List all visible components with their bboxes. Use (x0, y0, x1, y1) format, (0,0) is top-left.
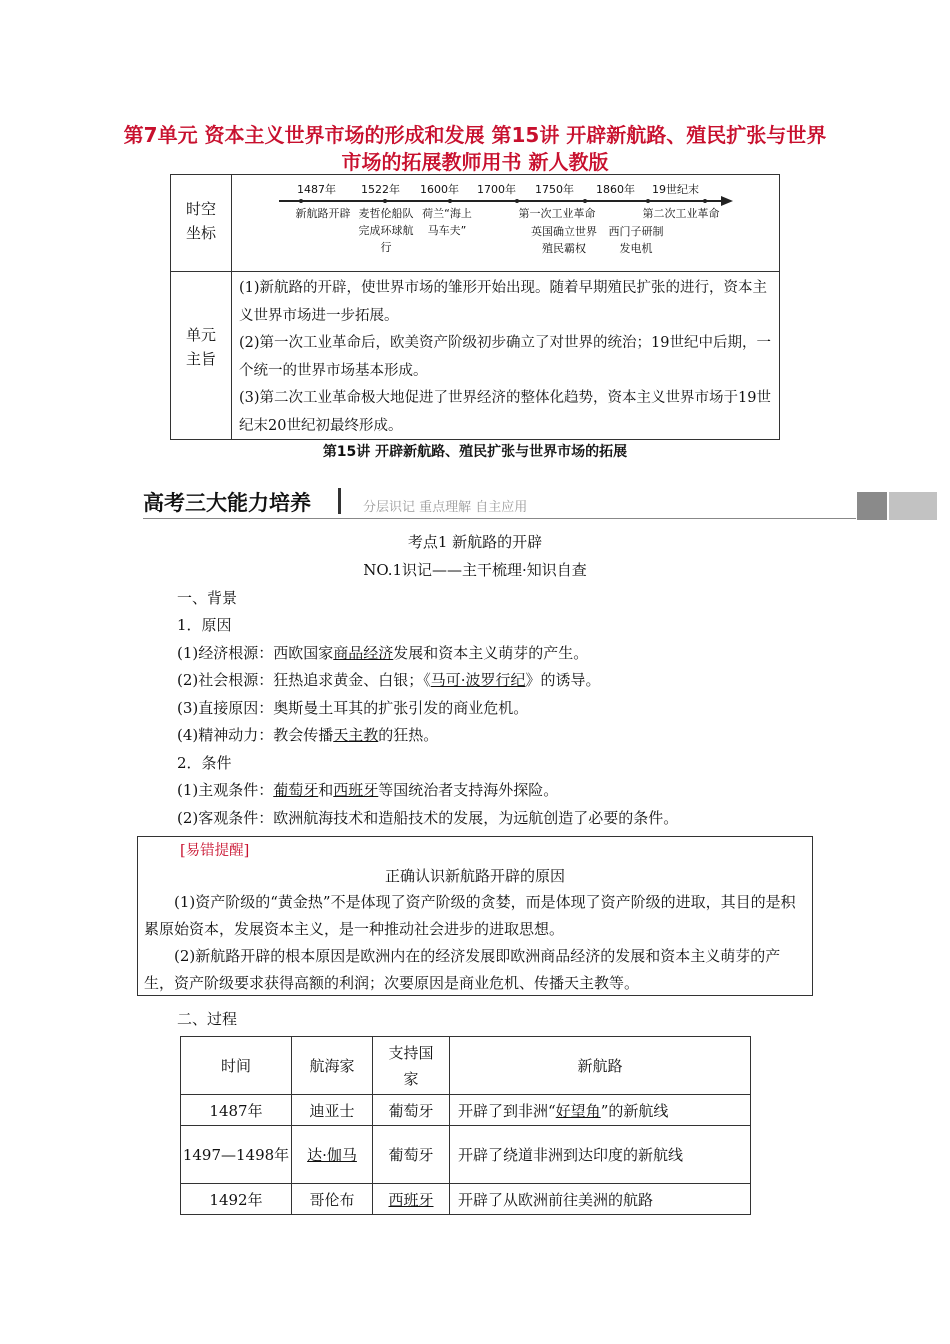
header-cell: 新航路 (450, 1037, 751, 1095)
reason-item: (3)直接原因：奥斯曼土耳其的扩张引发的商业危机。 (177, 699, 529, 717)
cell-time: 1492年 (181, 1184, 292, 1215)
condition-item (177, 779, 558, 800)
lecture-subtitle: 第15讲 开辟新航路、殖民扩张与世界市场的拓展 (322, 444, 628, 460)
header-cell-text: 支持国家 (388, 1043, 434, 1088)
table-row (181, 1095, 751, 1126)
condition-heading: 2．条件 (177, 754, 232, 772)
cell-navigator: 迪亚士 (292, 1095, 373, 1126)
warning-tag: [易错提醒] (180, 843, 250, 859)
header-cell (373, 1037, 450, 1095)
timeline-event: 西门子研制发电机 (608, 225, 664, 255)
banner-block-dark (857, 492, 887, 520)
no1-heading: NO.1识记——主干梳理·知识自查 (363, 561, 587, 579)
fill-blank: 马可·波罗行纪 (430, 671, 526, 689)
cell-route: 开辟了从欧洲前往美洲的航路 (450, 1184, 751, 1215)
timeline-event: 第二次工业革命 (642, 207, 720, 220)
route-table (180, 1036, 751, 1215)
timeline-label-text: 时空坐标 (185, 200, 216, 242)
warning-paragraph: (2)新航路开辟的根本原因是欧洲内在的经济发展即欧洲商品经济的发展和资本主义萌芽的产生，资产阶级要求获得高额的利润；次要原因是商业危机、传播天主教等。 (144, 947, 781, 992)
fill-blank: 达·伽马 (307, 1145, 357, 1164)
warning-body (144, 889, 806, 997)
warning-heading: 正确认识新航路开辟的原因 (384, 867, 565, 885)
unit-overview-table (170, 174, 780, 440)
text: (1)经济根源：西欧国家 (177, 644, 334, 662)
theme-item: (3)第二次工业革命极大地促进了世界经济的整体化趋势，资本主义世界市场于19世纪末20世纪初最终形成。 (239, 390, 771, 434)
section-heading-background: 一、背景 (177, 589, 238, 607)
timeline-event: 新航路开辟 (295, 207, 351, 220)
text: (4)精神动力：教会传播 (177, 726, 334, 744)
banner-rule (143, 518, 856, 519)
table-header-row (181, 1037, 751, 1095)
timeline-year: 1522年 (361, 183, 400, 196)
cell-time: 1487年 (181, 1095, 292, 1126)
reason-item (177, 642, 588, 663)
fill-blank: 葡萄牙 (273, 781, 319, 799)
text: 开辟了到非洲“ (458, 1101, 556, 1120)
text: ”的新航线 (600, 1101, 669, 1120)
timeline-year: 1487年 (297, 183, 336, 196)
condition-item: (2)客观条件：欧洲航海技术和造船技术的发展，为远航创造了必要的条件。 (177, 809, 679, 827)
cell-navigator: 哥伦布 (292, 1184, 373, 1215)
timeline-year: 19世纪末 (652, 183, 699, 196)
fill-blank: 商品经济 (333, 644, 394, 662)
theme-label (171, 323, 231, 371)
theme-item: (2)第一次工业革命后，欧美资产阶级初步确立了对世界的统治；19世纪中后期，一个统一的世界市场基本形成。 (239, 335, 771, 379)
timeline-year: 1750年 (535, 183, 574, 196)
banner-divider (338, 488, 341, 514)
timeline-year: 1600年 (420, 183, 459, 196)
banner-subtitle: 分层识记 重点理解 自主应用 (363, 500, 528, 515)
section-heading-process: 二、过程 (177, 1010, 238, 1028)
timeline-label (171, 197, 231, 245)
text: (1)主观条件： (177, 781, 274, 799)
cell-route (450, 1095, 751, 1126)
text: 的狂热。 (378, 726, 439, 744)
timeline-event: 英国确立世界殖民霸权 (531, 225, 597, 255)
text: 和 (318, 781, 334, 799)
text: 发展和资本主义萌芽的产生。 (393, 644, 589, 662)
kaodian-heading: 考点1 新航路的开辟 (407, 533, 543, 551)
timeline-year: 1700年 (477, 183, 516, 196)
fill-blank: 好望角 (555, 1101, 601, 1120)
banner-block-light (889, 492, 937, 520)
header-cell: 时间 (181, 1037, 292, 1095)
text: 》的诱导。 (525, 671, 601, 689)
document-title: 第7单元 资本主义世界市场的形成和发展 第15讲 开辟新航路、殖民扩张与世界市场的拓展教师用书 新人教版 (123, 123, 827, 174)
cell-country: 葡萄牙 (373, 1126, 450, 1184)
cell-route: 开辟了绕道非洲到达印度的新航线 (450, 1126, 751, 1184)
timeline-event: 第一次工业革命 (518, 207, 596, 220)
table-row (181, 1126, 751, 1184)
cell-country (373, 1184, 450, 1215)
fill-blank: 西班牙 (333, 781, 379, 799)
reason-item (177, 669, 601, 690)
warning-box (137, 836, 813, 996)
fill-blank: 西班牙 (388, 1190, 434, 1209)
unit-themes (239, 275, 771, 440)
cell-time: 1497—1498年 (181, 1126, 292, 1184)
theme-label-text: 单元主旨 (185, 326, 216, 368)
timeline-year: 1860年 (596, 183, 635, 196)
cell-navigator (292, 1126, 373, 1184)
timeline (239, 175, 779, 271)
reason-item (177, 724, 438, 745)
table-row (181, 1184, 751, 1215)
reason-heading: 1．原因 (177, 616, 232, 634)
theme-item: (1)新航路的开辟，使世界市场的雏形开始出现。随着早期殖民扩张的进行，资本主义世界市场进一步拓展。 (239, 280, 768, 324)
warning-paragraph: (1)资产阶级的“黄金热”不是体现了资产阶级的贪婪，而是体现了资产阶级的进取，其目的是积累原始资本，发展资本主义，是一种推动社会进步的进取思想。 (144, 893, 796, 938)
banner-title: 高考三大能力培养 (143, 491, 311, 515)
text: 等国统治者支持海外探险。 (378, 781, 559, 799)
cell-country: 葡萄牙 (373, 1095, 450, 1126)
header-cell: 航海家 (292, 1037, 373, 1095)
text: (2)社会根源：狂热追求黄金、白银；《 (177, 671, 431, 689)
fill-blank: 天主教 (333, 726, 379, 744)
timeline-event: 麦哲伦船队完成环球航行 (358, 207, 414, 254)
timeline-event: 荷兰“海上马车夫” (422, 207, 472, 237)
